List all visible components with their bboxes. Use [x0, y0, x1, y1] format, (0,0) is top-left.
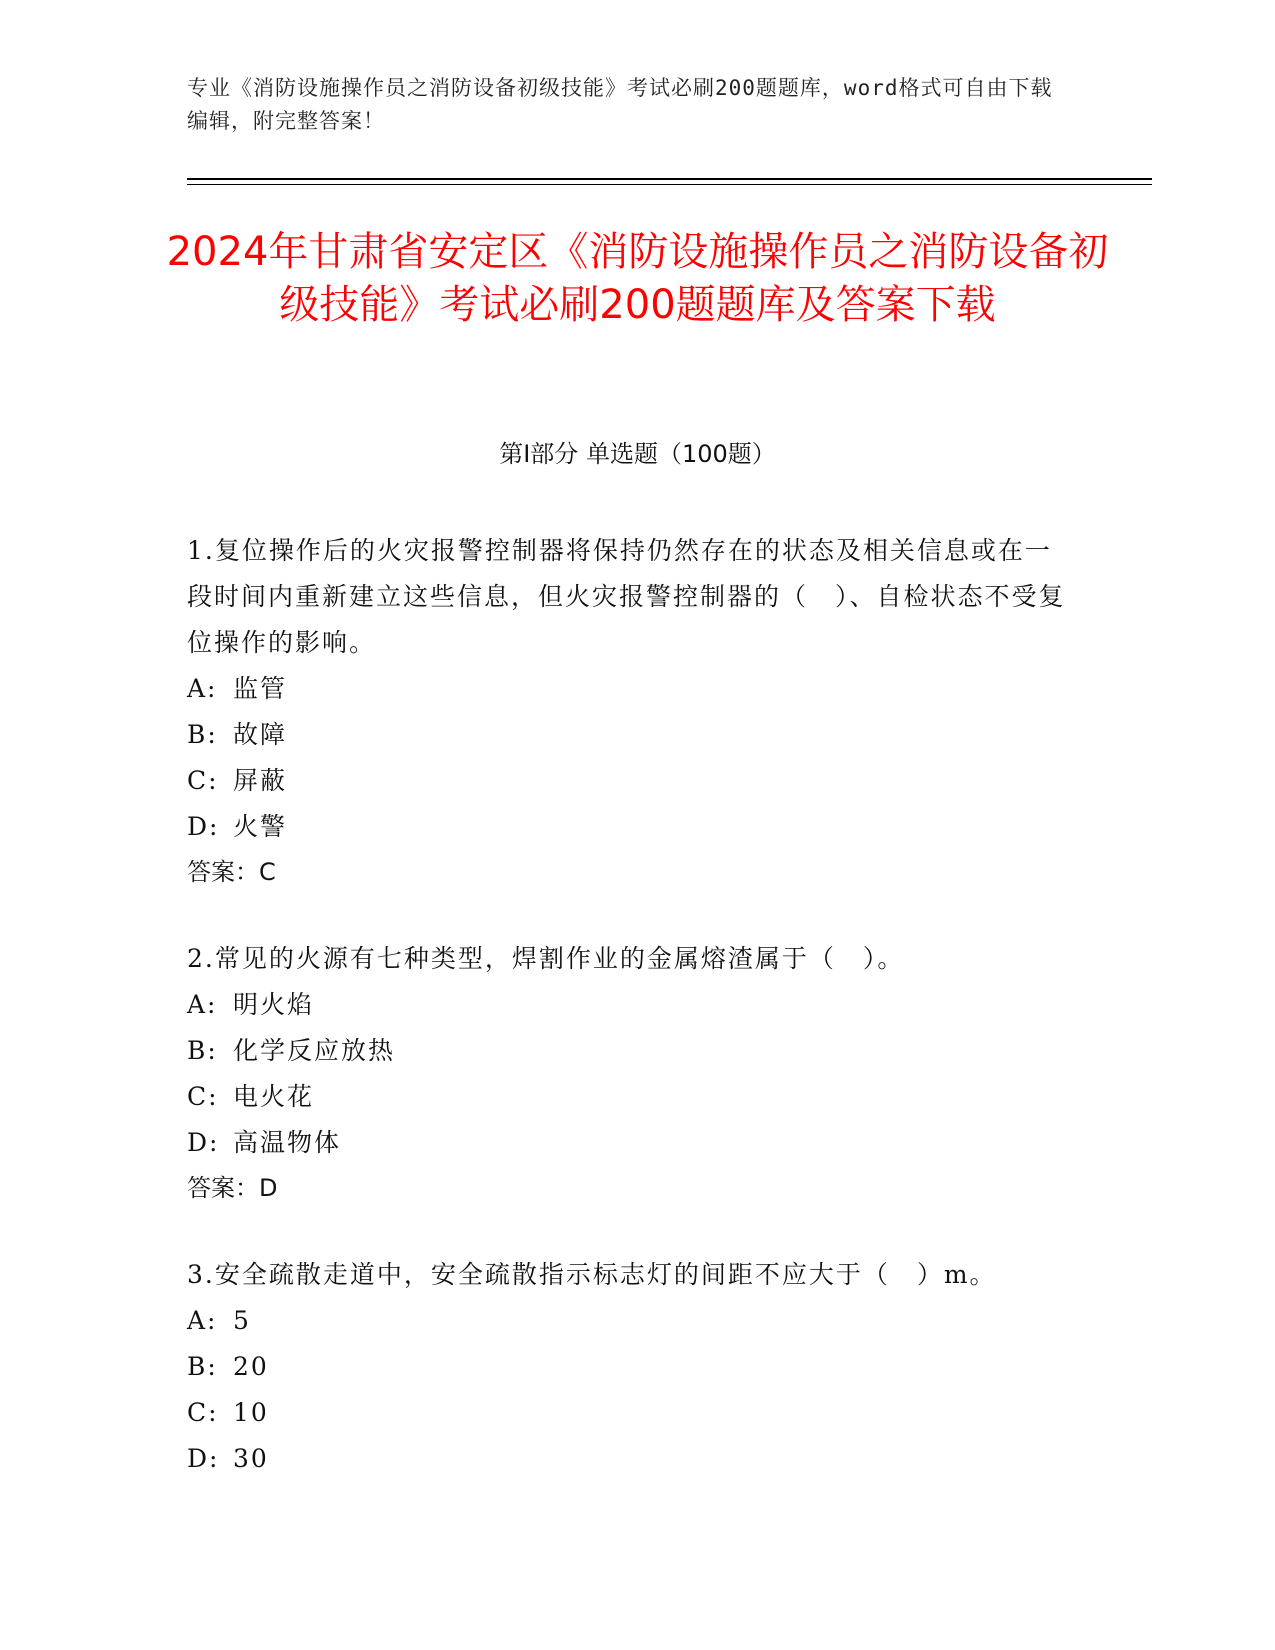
option-a	[187, 1298, 1067, 1344]
option-c	[187, 758, 1067, 804]
option-letter: C:	[187, 766, 219, 795]
question-list	[187, 528, 1067, 1524]
section-heading: 第I部分 单选题（100题）	[499, 440, 776, 468]
option-d	[187, 1120, 1067, 1166]
option-a	[187, 982, 1067, 1028]
option-letter: D:	[187, 812, 220, 841]
document-intro: 专业《消防设施操作员之消防设备初级技能》考试必刷200题题库，word格式可自由下载编辑，附完整答案！	[187, 76, 1053, 133]
option-b	[187, 1344, 1067, 1390]
option-text: 30	[233, 1444, 269, 1473]
option-text: 火警	[233, 812, 288, 841]
option-a	[187, 666, 1067, 712]
question-3	[187, 1252, 1067, 1482]
option-letter: C:	[187, 1082, 219, 1111]
option-letter: D:	[187, 1128, 220, 1157]
answer-key: 答案：C	[187, 858, 276, 886]
option-letter: B:	[187, 1036, 218, 1065]
option-letter: A:	[187, 1306, 218, 1335]
option-letter: A:	[187, 674, 218, 703]
document-title: 2024年甘肃省安定区《消防设施操作员之消防设备初级技能》考试必刷200题题库及答案下载	[166, 229, 1109, 328]
option-text: 故障	[233, 720, 288, 749]
option-text: 20	[233, 1352, 269, 1381]
option-c	[187, 1074, 1067, 1120]
question-stem: 3.安全疏散走道中，安全疏散指示标志灯的间距不应大于（ ）m。	[187, 1260, 997, 1289]
question-1	[187, 528, 1067, 894]
option-text: 监管	[233, 674, 288, 703]
header-rule-thick	[187, 178, 1152, 180]
option-text: 化学反应放热	[233, 1036, 396, 1065]
header-rule-thin	[187, 184, 1152, 185]
option-c	[187, 1390, 1067, 1436]
option-letter: C:	[187, 1398, 219, 1427]
option-text: 电火花	[233, 1082, 315, 1111]
question-2	[187, 936, 1067, 1210]
question-stem: 2.常见的火源有七种类型，焊割作业的金属熔渣属于（ ）。	[187, 944, 905, 973]
option-text: 5	[233, 1306, 251, 1335]
option-letter: A:	[187, 990, 218, 1019]
option-b	[187, 712, 1067, 758]
option-text: 屏蔽	[233, 766, 288, 795]
option-letter: D:	[187, 1444, 220, 1473]
question-stem: 1.复位操作后的火灾报警控制器将保持仍然存在的状态及相关信息或在一段时间内重新建立这些信息，但火灾报警控制器的（ ）、自检状态不受复位操作的影响。	[187, 536, 1066, 657]
option-d	[187, 1436, 1067, 1482]
option-text: 10	[233, 1398, 269, 1427]
answer-key: 答案：D	[187, 1174, 278, 1202]
option-b	[187, 1028, 1067, 1074]
option-d	[187, 804, 1067, 850]
option-letter: B:	[187, 720, 218, 749]
option-text: 明火焰	[233, 990, 315, 1019]
option-text: 高温物体	[233, 1128, 342, 1157]
option-letter: B:	[187, 1352, 218, 1381]
